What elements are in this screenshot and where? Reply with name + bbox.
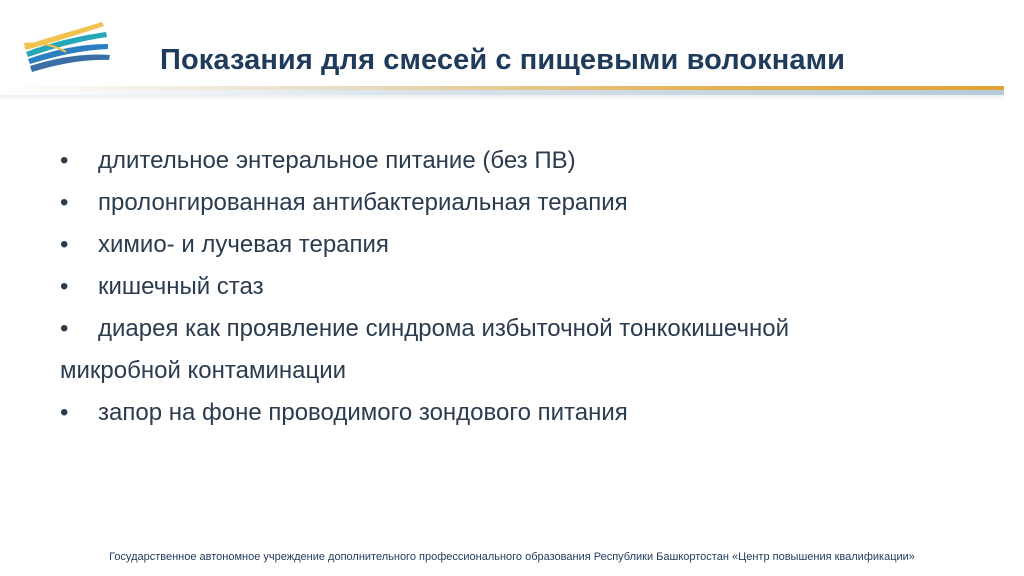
logo-book-icon bbox=[22, 22, 114, 78]
bullet-icon: • bbox=[60, 231, 69, 258]
title-divider bbox=[0, 86, 1004, 102]
list-item bbox=[60, 308, 960, 350]
list-item bbox=[60, 224, 960, 266]
list-item-text: химио- и лучевая терапия bbox=[98, 231, 389, 258]
list-item-text: длительное энтеральное питание (без ПВ) bbox=[98, 147, 576, 174]
list-item bbox=[60, 182, 960, 224]
bullet-icon: • bbox=[60, 189, 69, 216]
list-item-text: запор на фоне проводимого зондового питания bbox=[98, 399, 628, 426]
bullet-icon: • bbox=[60, 147, 69, 174]
list-item-text: кишечный стаз bbox=[98, 273, 264, 300]
list-item-continuation: микробной контаминации bbox=[60, 357, 347, 384]
bullet-icon: • bbox=[60, 273, 69, 300]
bullet-icon: • bbox=[60, 315, 69, 342]
list-item-text: пролонгированная антибактериальная терапия bbox=[98, 189, 628, 216]
list-item bbox=[60, 140, 960, 182]
bullet-icon: • bbox=[60, 399, 69, 426]
slide-title: Показания для смесей с пищевыми волокнами bbox=[160, 44, 846, 76]
list-item-text: диарея как проявление синдрома избыточной тонкокишечной bbox=[98, 315, 789, 342]
bullet-list bbox=[60, 140, 960, 434]
footer-institution: Государственное автономное учреждение дополнительного профессионального образования Республики Башкортостан «Центр повышения квалификации» bbox=[109, 551, 915, 563]
list-item bbox=[60, 392, 960, 434]
list-item bbox=[60, 266, 960, 308]
